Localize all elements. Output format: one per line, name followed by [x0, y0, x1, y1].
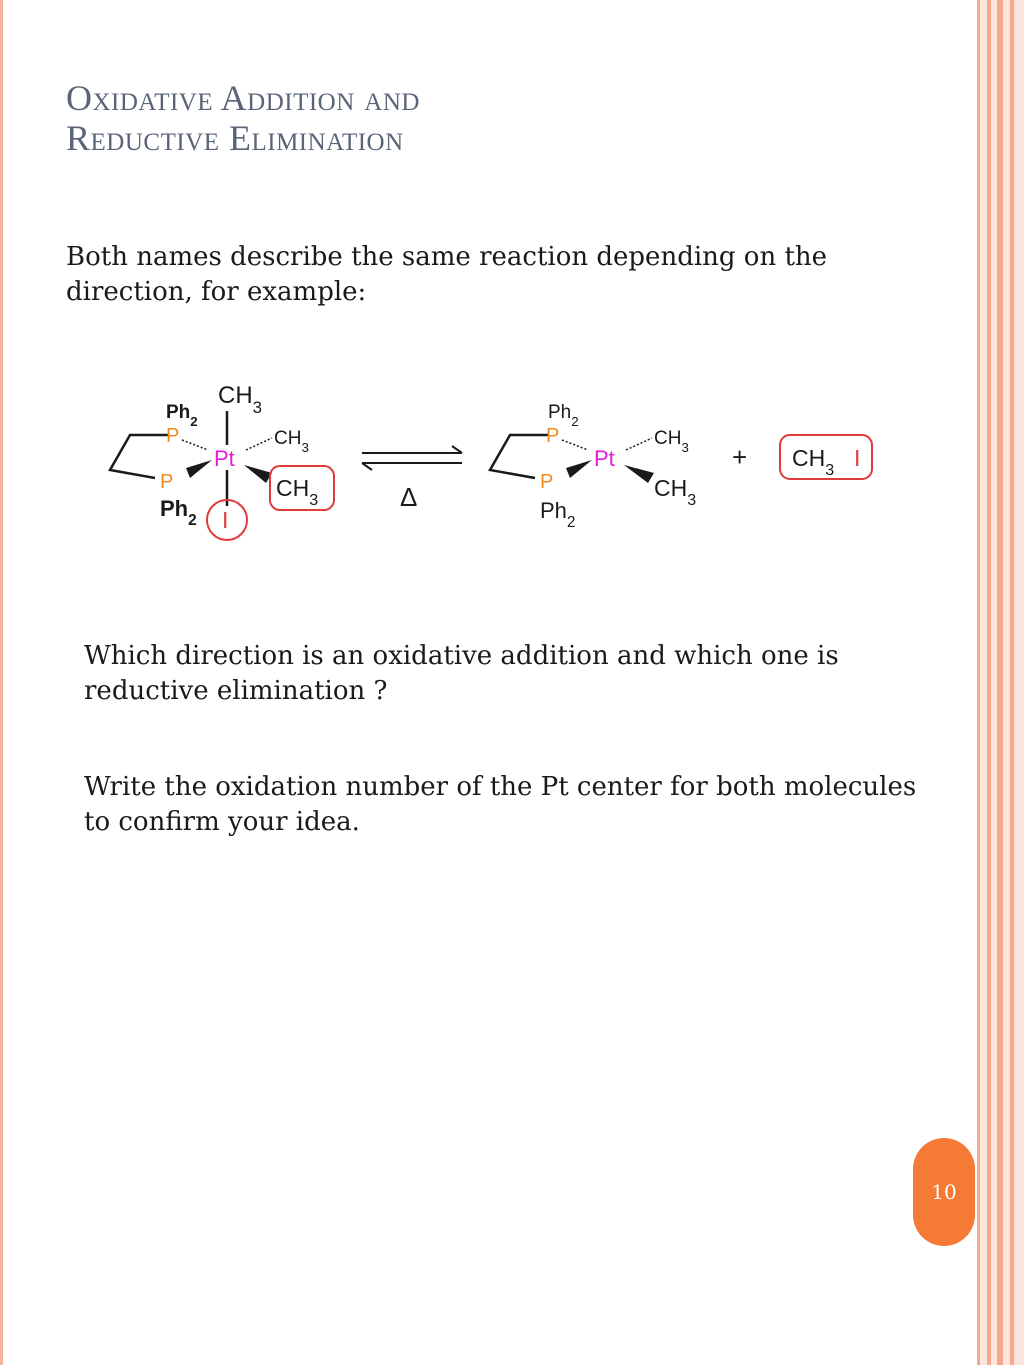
- wedge-bond-right-ch3: [624, 465, 654, 483]
- hashed-bond-left-1: [182, 440, 208, 450]
- ch3-right-left: $CH_3$: [274, 428, 309, 455]
- p-top-left: P: [166, 425, 180, 447]
- pt-right: Pt: [594, 446, 615, 471]
- slide-title: [66, 78, 766, 158]
- reaction-scheme: [100, 370, 890, 550]
- wedge-bond-left-ch3: [244, 465, 272, 483]
- title-line-2: Reductive Elimination: [66, 118, 404, 158]
- intro-text: Both names describe the same reaction depending on the direction, for example:: [66, 242, 828, 307]
- iodine-left: I: [222, 507, 229, 533]
- question-1: Which direction is an oxidative addition and which one is reductive elimination ?: [84, 641, 839, 706]
- wedge-bond-right-p: [566, 460, 592, 478]
- hashed-bond-left-2: [246, 438, 272, 450]
- right-border: [977, 0, 1024, 1365]
- p-top-right: P: [546, 425, 560, 447]
- product-iodine: I: [854, 445, 861, 471]
- ph2-bottom-left: $Ph_2$: [160, 496, 197, 529]
- left-border: [0, 0, 3, 1365]
- hashed-bond-right-2: [626, 438, 652, 450]
- hashed-bond-right-1: [562, 440, 588, 450]
- ph2-top-right: $Ph_2$: [548, 402, 579, 429]
- ch3-top-left: $CH_3$: [218, 382, 263, 417]
- ch3-lower-right: $CH_3$: [654, 475, 697, 509]
- ch3-boxed-left: $CH_3$: [276, 475, 319, 509]
- p-bottom-right: P: [540, 471, 554, 493]
- page-number: 10: [931, 1180, 957, 1204]
- ph2-bottom-right: $Ph_2$: [540, 498, 576, 531]
- question-2: Write the oxidation number of the Pt center for both molecules to confirm your idea.: [84, 772, 917, 837]
- page-number-badge: [913, 1138, 975, 1246]
- p-bottom-left: P: [160, 471, 174, 493]
- plus-sign: +: [732, 442, 748, 472]
- ch3-upper-right: $CH_3$: [654, 428, 689, 455]
- wedge-bond-left-p: [186, 460, 212, 478]
- ph2-top-left: $Ph_2$: [166, 402, 198, 429]
- product-ch3: $CH_3$: [792, 445, 835, 479]
- pt-left: Pt: [214, 446, 235, 471]
- title-line-1: Oxidative Addition and: [66, 78, 420, 118]
- condition-delta: Δ: [400, 482, 418, 512]
